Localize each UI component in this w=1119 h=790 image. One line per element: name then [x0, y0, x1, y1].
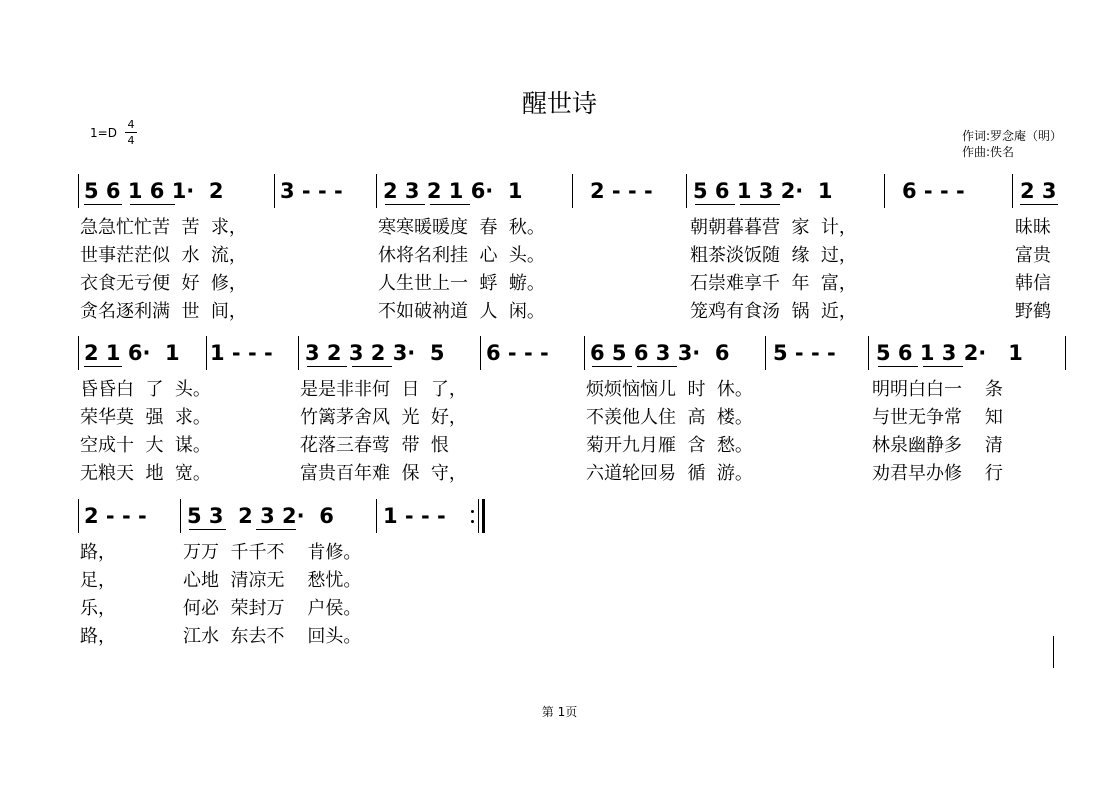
- lyric-segment: 路，: [80, 542, 116, 563]
- credits: [962, 128, 1062, 160]
- lyric-segment: 不如破衲道 人 闲。: [378, 301, 545, 322]
- beam-underline: [385, 204, 425, 205]
- lyric-segment: 足，: [80, 570, 116, 591]
- note-measure: 1 - - -: [210, 341, 273, 365]
- note-measure: 3 - - -: [280, 179, 343, 203]
- lyric-segment: 六道轮回易 循 游。: [586, 463, 753, 484]
- lyricist: 作词:罗念庵（明）: [962, 129, 1063, 143]
- lyric-segment: 竹篱茅舍风 光 好，: [300, 407, 467, 428]
- page-title: 醒世诗: [521, 89, 597, 118]
- barline: [78, 499, 79, 533]
- beam-underline: [430, 204, 470, 205]
- note-measure: 2 3: [1020, 179, 1057, 203]
- beam-underline: [1020, 204, 1058, 205]
- beam-underline: [695, 204, 735, 205]
- lyric-segment: 菊开九月雁 含 愁。: [586, 435, 753, 456]
- lyric-segment: 路，: [80, 626, 116, 647]
- barline: [868, 336, 869, 370]
- lyric-segment: 荣华莫 强 求。: [80, 407, 211, 428]
- beam-underline: [592, 366, 632, 367]
- note-measure: 2 3 2 1 6· 1: [383, 179, 523, 203]
- note-measure: 6 - - -: [486, 341, 549, 365]
- final-barline: [482, 499, 485, 533]
- barline: [180, 499, 181, 533]
- barline: [584, 336, 585, 370]
- lyric-segment: 何必 荣封万 户侯。: [183, 598, 362, 619]
- lyric-segment: 急急忙忙苦 苦 求，: [80, 217, 247, 238]
- lyric-segment: 石崇难享千 年 富，: [690, 273, 857, 294]
- lyric-segment: 烦烦恼恼儿 时 休。: [586, 379, 753, 400]
- beam-underline: [352, 366, 392, 367]
- lyric-segment: 劝君早办修 行: [872, 463, 1003, 484]
- lyric-segment: 韩信: [1015, 273, 1051, 294]
- lyric-segment: 心地 清凉无 愁忧。: [183, 570, 362, 591]
- lyric-segment: 林泉幽静多 清: [872, 435, 1003, 456]
- lyric-segment: 贪名逐利满 世 间，: [80, 301, 247, 322]
- note-measure: 5 - - -: [773, 341, 836, 365]
- lyric-segment: 是是非非何 日 了，: [300, 379, 467, 400]
- note-measure: 5 6 1 3 2· 1: [693, 179, 833, 203]
- barline: [1065, 336, 1066, 370]
- lyric-segment: 粗茶淡饭随 缘 过，: [690, 245, 857, 266]
- barline: [206, 336, 207, 370]
- beam-underline: [256, 529, 296, 530]
- lyric-segment: 笼鸡有食汤 锅 近，: [690, 301, 857, 322]
- barline: [376, 499, 377, 533]
- lyric-segment: 与世无争常 知: [872, 407, 1003, 428]
- lyric-segment: 花落三春莺 带 恨: [300, 435, 449, 456]
- lyric-segment: 昏昏白 了 头。: [80, 379, 211, 400]
- note-measure: 6 5 6 3 3· 6: [590, 341, 730, 365]
- lyric-segment: 富贵: [1015, 245, 1051, 266]
- lyric-segment: 富贵百年难 保 守，: [300, 463, 467, 484]
- barline: [376, 174, 377, 208]
- lyric-segment: 世事茫茫似 水 流，: [80, 245, 247, 266]
- repeat-dot: [471, 520, 474, 523]
- time-signature: [125, 118, 137, 147]
- lyric-segment: 万万 千千不 肯修。: [183, 542, 362, 563]
- note-measure: 2 1 6· 1: [84, 341, 180, 365]
- note-measure: 1 - - -: [383, 504, 446, 528]
- key-signature: 1=D: [90, 126, 117, 140]
- barline: [686, 174, 687, 208]
- barline: [78, 336, 79, 370]
- note-measure: 5 3 2 3 2· 6: [187, 504, 334, 528]
- page-number: 第 1页: [541, 705, 578, 719]
- barline: [274, 174, 275, 208]
- lyric-segment: 衣食无亏便 好 修，: [80, 273, 247, 294]
- barline: [1012, 174, 1013, 208]
- lyric-segment: 江水 东去不 回头。: [183, 626, 362, 647]
- barline: [298, 336, 299, 370]
- barline: [884, 174, 885, 208]
- note-measure: 2 - - -: [84, 504, 147, 528]
- beam-underline: [189, 529, 226, 530]
- lyric-segment: 休将名利挂 心 头。: [378, 245, 545, 266]
- beam-underline: [740, 204, 780, 205]
- lyric-segment: 野鹤: [1015, 301, 1051, 322]
- lyric-segment: 昧昧: [1015, 217, 1051, 238]
- lyric-segment: 人生世上一 蜉 蝣。: [378, 273, 545, 294]
- lyric-segment: 无粮天 地 宽。: [80, 463, 211, 484]
- note-measure: 5 6 1 3 2· 1: [876, 341, 1023, 365]
- barline: [765, 336, 766, 370]
- beam-underline: [84, 366, 122, 367]
- beam-underline: [84, 204, 122, 205]
- lyric-segment: 朝朝暮暮营 家 计，: [690, 217, 857, 238]
- note-measure: 2 - - -: [590, 179, 653, 203]
- beam-underline: [878, 366, 918, 367]
- edge-line: [1053, 636, 1054, 668]
- beam-underline: [130, 204, 175, 205]
- barline: [78, 174, 79, 208]
- final-barline: [478, 499, 479, 533]
- barline: [480, 336, 481, 370]
- lyric-segment: 寒寒暖暖度 春 秋。: [378, 217, 545, 238]
- meter-bottom: 4: [127, 134, 135, 147]
- note-measure: 3 2 3 2 3· 5: [305, 341, 445, 365]
- note-measure: 5 6 1 6 1· 2: [84, 179, 224, 203]
- lyric-segment: 乐，: [80, 598, 116, 619]
- beam-underline: [637, 366, 677, 367]
- beam-underline: [307, 366, 347, 367]
- beam-underline: [923, 366, 963, 367]
- repeat-dot: [471, 510, 474, 513]
- lyric-segment: 空成十 大 谋。: [80, 435, 211, 456]
- barline: [572, 174, 573, 208]
- composer: 作曲:佚名: [962, 145, 1015, 159]
- meter-top: 4: [127, 118, 135, 131]
- note-measure: 6 - - -: [902, 179, 965, 203]
- lyric-segment: 不羡他人住 高 楼。: [586, 407, 753, 428]
- lyric-segment: 明明白白一 条: [872, 379, 1003, 400]
